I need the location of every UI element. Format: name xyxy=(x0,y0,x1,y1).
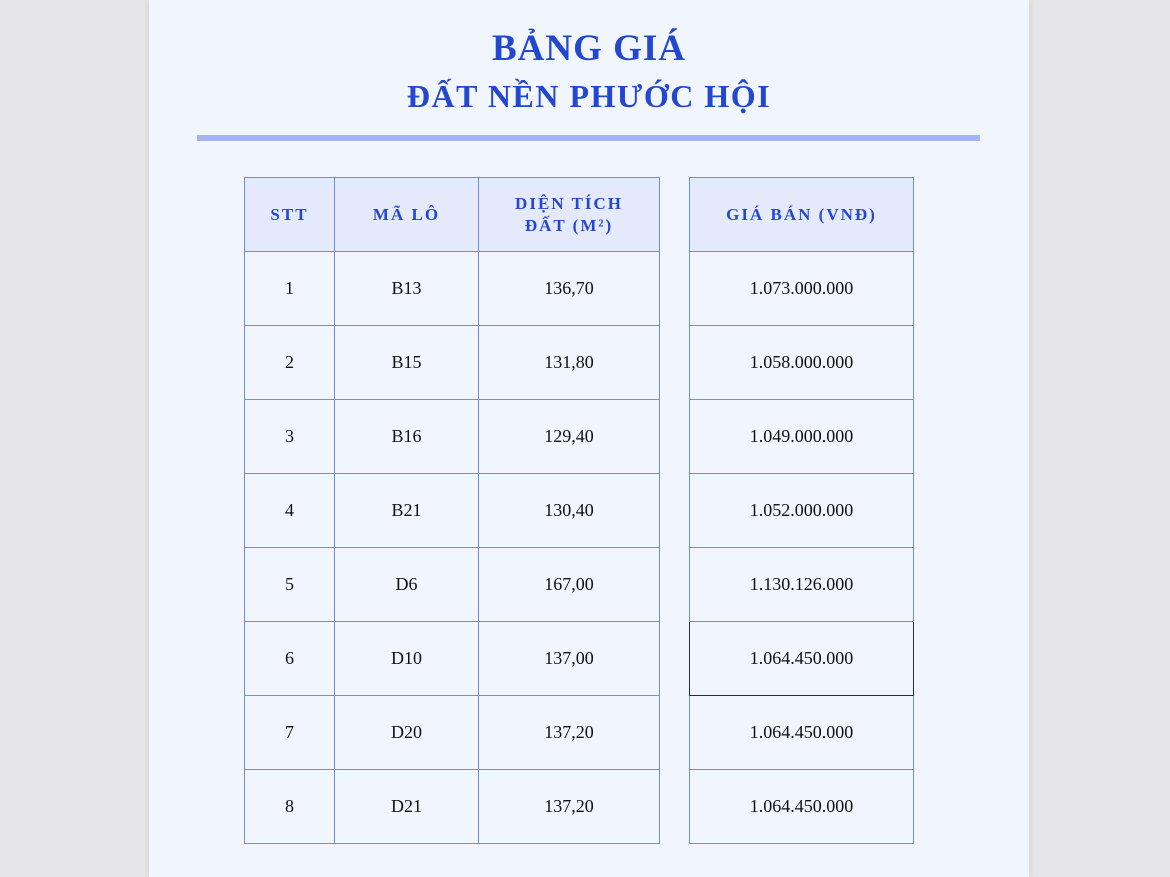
header-sale-price: GIÁ BÁN (VNĐ) xyxy=(690,178,914,252)
header-lot-code: MÃ LÔ xyxy=(335,178,479,252)
cell-lot-code: B13 xyxy=(335,252,479,326)
cell-lot-code: D6 xyxy=(335,548,479,622)
cell-sale-price: 1.058.000.000 xyxy=(690,326,914,400)
cell-sale-price: 1.064.450.000 xyxy=(690,770,914,844)
table-row xyxy=(690,474,914,548)
header-land-area-line2: ĐẤT (M²) xyxy=(524,215,614,235)
cell-sale-price: 1.049.000.000 xyxy=(690,400,914,474)
cell-stt: 3 xyxy=(245,400,335,474)
table-row xyxy=(690,622,914,696)
table-row xyxy=(690,326,914,400)
table-row xyxy=(245,622,660,696)
page-title: BẢNG GIÁ xyxy=(491,28,687,69)
cell-land-area: 136,70 xyxy=(479,252,660,326)
cell-stt: 2 xyxy=(245,326,335,400)
table-row xyxy=(245,326,660,400)
cell-land-area: 130,40 xyxy=(479,474,660,548)
table-row xyxy=(245,770,660,844)
table-row xyxy=(245,400,660,474)
cell-stt: 1 xyxy=(245,252,335,326)
table-row xyxy=(690,400,914,474)
table-row xyxy=(690,548,914,622)
cell-sale-price: 1.064.450.000 xyxy=(690,622,914,696)
cell-stt: 4 xyxy=(245,474,335,548)
price-sheet-page xyxy=(149,0,1029,877)
cell-land-area: 167,00 xyxy=(479,548,660,622)
header-land-area-line1: DIỆN TÍCH xyxy=(515,193,623,213)
cell-stt: 7 xyxy=(245,696,335,770)
table-row xyxy=(245,252,660,326)
cell-stt: 8 xyxy=(245,770,335,844)
table-row xyxy=(690,770,914,844)
lot-info-header-row xyxy=(245,178,660,252)
table-row xyxy=(690,696,914,770)
cell-sale-price: 1.130.126.000 xyxy=(690,548,914,622)
table-row xyxy=(245,696,660,770)
cell-land-area: 129,40 xyxy=(479,400,660,474)
cell-land-area: 137,20 xyxy=(479,696,660,770)
price-table xyxy=(689,177,914,844)
header-stt: STT xyxy=(245,178,335,252)
cell-stt: 6 xyxy=(245,622,335,696)
title-divider xyxy=(197,135,980,141)
cell-lot-code: B15 xyxy=(335,326,479,400)
cell-land-area: 131,80 xyxy=(479,326,660,400)
cell-sale-price: 1.064.450.000 xyxy=(690,696,914,770)
table-row xyxy=(690,252,914,326)
header-land-area xyxy=(479,178,660,252)
cell-lot-code: B16 xyxy=(335,400,479,474)
table-row xyxy=(245,548,660,622)
cell-land-area: 137,00 xyxy=(479,622,660,696)
lot-info-table xyxy=(244,177,660,844)
cell-lot-code: D20 xyxy=(335,696,479,770)
cell-sale-price: 1.073.000.000 xyxy=(690,252,914,326)
page-subtitle: ĐẤT NỀN PHƯỚC HỘI xyxy=(406,78,772,114)
cell-lot-code: B21 xyxy=(335,474,479,548)
cell-lot-code: D21 xyxy=(335,770,479,844)
cell-lot-code: D10 xyxy=(335,622,479,696)
cell-land-area: 137,20 xyxy=(479,770,660,844)
cell-stt: 5 xyxy=(245,548,335,622)
price-header-row xyxy=(690,178,914,252)
cell-sale-price: 1.052.000.000 xyxy=(690,474,914,548)
table-row xyxy=(245,474,660,548)
